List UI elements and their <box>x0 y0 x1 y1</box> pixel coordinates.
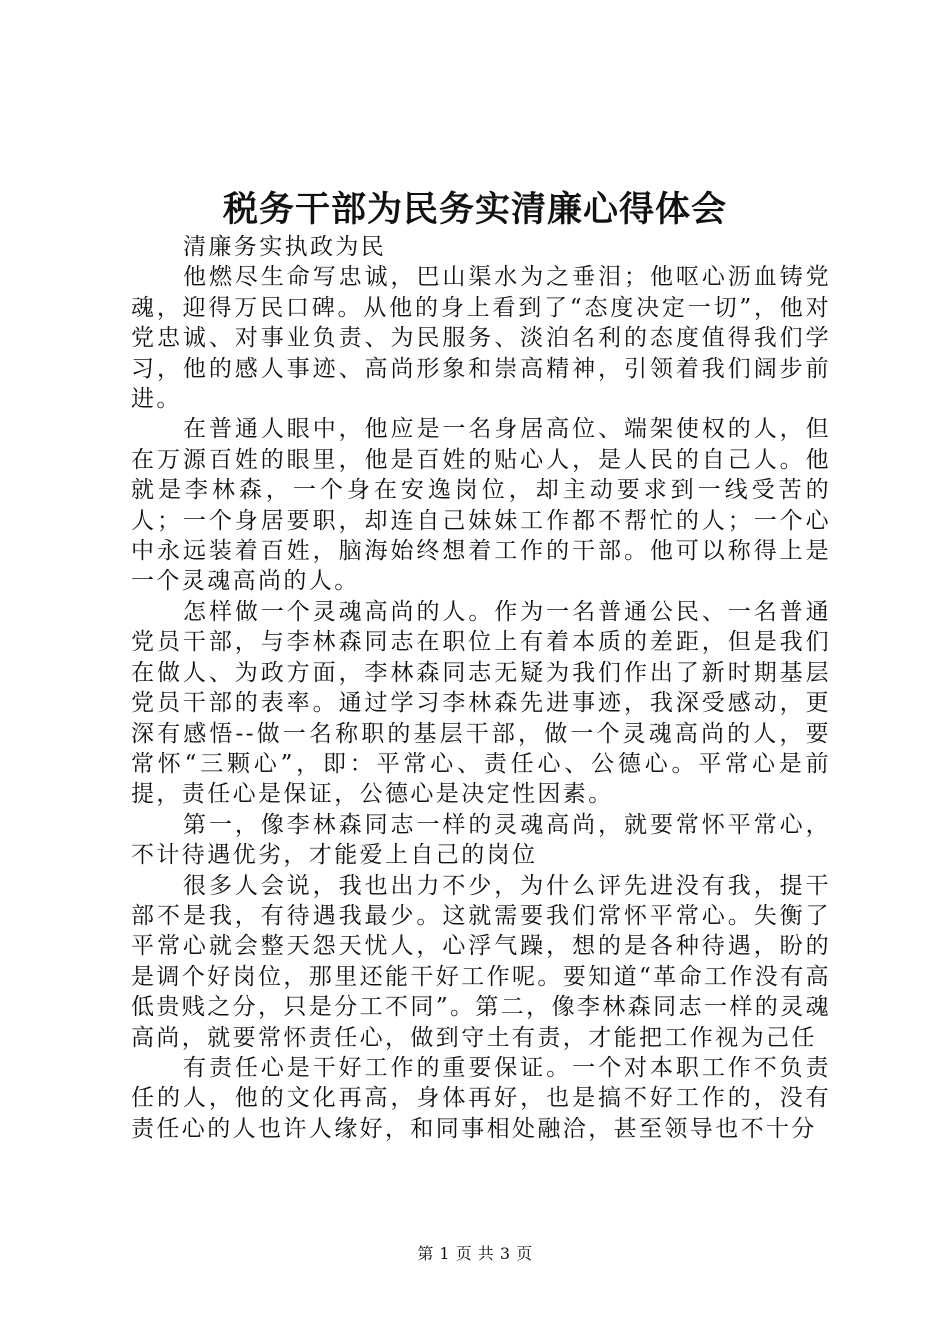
paragraph: 有责任心是干好工作的重要保证。一个对本职工作不负责任的人，他的文化再高，身体再好，也是搞不好工作的，没有责任心的人也许人缘好，和同事相处融洽，甚至领导也不十分 <box>131 1054 831 1142</box>
document-body <box>131 232 831 1144</box>
page-footer: 第 1 页 共 3 页 <box>417 1244 533 1263</box>
paragraph: 很多人会说，我也出力不少，为什么评先进没有我，提干部不是我，有待遇我最少。这就需要我们常怀平常心。失衡了平常心就会整天怨天忧人，心浮气躁，想的是各种待遇，盼的是调个好岗位，那里还能干好工作呢。要知道“革命工作没有高低贵贱之分，只是分工不同”。第二，像李林森同志一样的灵魂高尚，就要常怀责任心，做到守土有责，才能把工作视为己任 <box>131 872 831 1051</box>
paragraph: 第一，像李林森同志一样的灵魂高尚，就要常怀平常心，不计待遇优劣，才能爱上自己的岗位 <box>131 811 831 869</box>
paragraph: 在普通人眼中，他应是一名身居高位、端架使权的人，但在万源百姓的眼里，他是百姓的贴心人，是人民的自己人。他就是李林森，一个身在安逸岗位，却主动要求到一线受苦的人；一个身居要职，却连自己妹妹工作都不帮忙的人；一个心中永远装着百姓，脑海始终想着工作的干部。他可以称得上是一个灵魂高尚的人。 <box>131 416 831 595</box>
paragraph-subtitle: 清廉务实执政为民 <box>183 234 387 260</box>
document-title: 税务干部为民务实清廉心得体会 <box>222 190 727 230</box>
paragraph: 他燃尽生命写忠诚，巴山渠水为之垂泪；他呕心沥血铸党魂，迎得万民口碑。从他的身上看到了“态度决定一切”，他对党忠诚、对事业负责、为民服务、淡泊名利的态度值得我们学习，他的感人事迹、高尚形象和崇高精神，引领着我们阔步前进。 <box>131 264 831 413</box>
paragraph: 怎样做一个灵魂高尚的人。作为一名普通公民、一名普通党员干部，与李林森同志在职位上有着本质的差距，但是我们在做人、为政方面，李林森同志无疑为我们作出了新时期基层党员干部的表率。通过学习李林森先进事迹，我深受感动，更深有感悟--做一名称职的基层干部，做一个灵魂高尚的人，要常怀“三颗心”，即：平常心、责任心、公德心。平常心是前提，责任心是保证，公德心是决定性因素。 <box>131 598 831 808</box>
